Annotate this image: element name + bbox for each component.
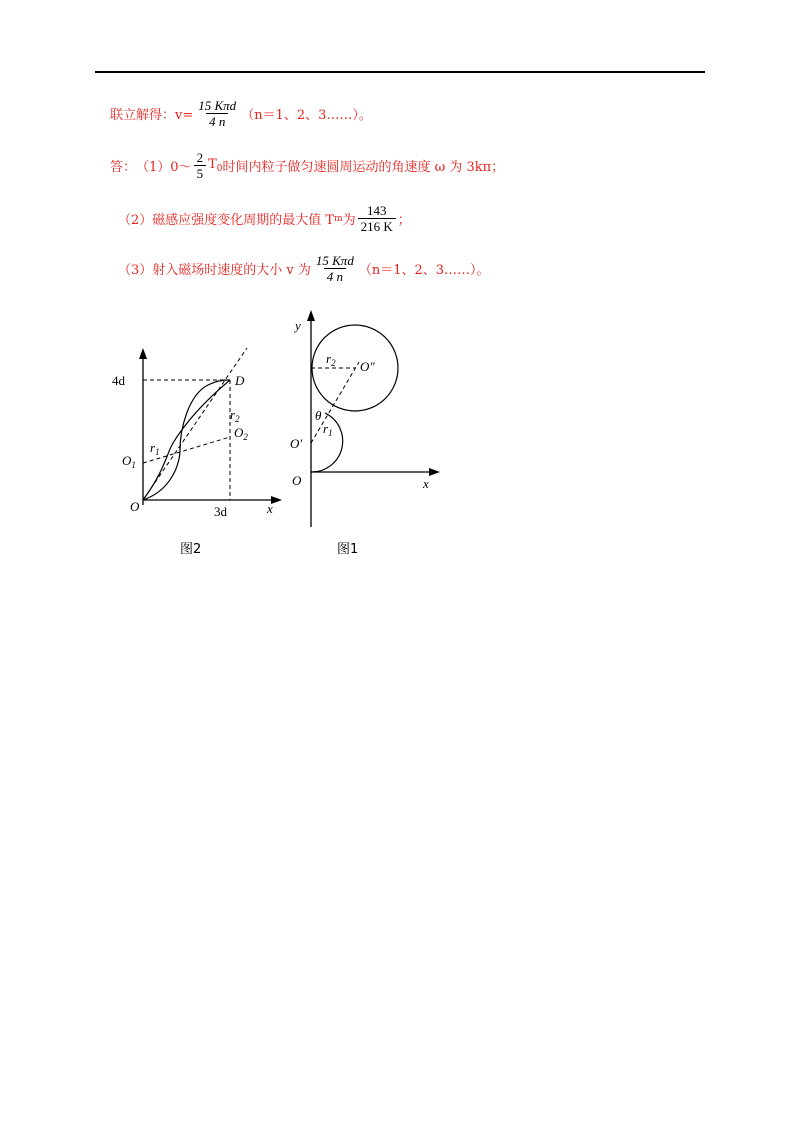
part2-mid: 为: [342, 213, 356, 228]
figure-2-caption: 图2: [180, 542, 202, 557]
answer-part2: [118, 203, 411, 234]
fig1-center-double-prime: O″: [360, 359, 375, 374]
fig2-point-D: D: [235, 373, 245, 388]
fig2-radius-1: $r_1$: [150, 440, 160, 457]
figure-1-caption: 图1: [337, 542, 359, 557]
fig1-radius-2: $r_2$: [326, 351, 336, 368]
fig1-y-arrow: [307, 310, 315, 321]
fig1-y-label: y: [295, 318, 301, 333]
part2-prefix: （2）磁感应强度变化周期的最大值 T: [118, 213, 335, 228]
part2-fraction: [358, 203, 396, 234]
fig2-y-arrow: [139, 348, 147, 359]
fig1-center-line: [311, 362, 359, 443]
solution-suffix: （n＝1、2、3……）。: [241, 108, 372, 123]
figure-1-diagram: [285, 305, 445, 530]
part1-fraction: [194, 150, 207, 181]
fig2-origin-label: O: [130, 499, 140, 514]
part1-T: $T_0$: [208, 157, 223, 174]
part2-denominator: 216 K: [358, 218, 396, 234]
part3-denominator: 4 n: [324, 268, 346, 284]
figure-2: [110, 345, 290, 525]
velocity-denominator: 4 n: [206, 113, 228, 129]
figure-2-diagram: [110, 345, 290, 525]
figure-1: [285, 305, 445, 530]
fig2-radius-2: $r_2$: [230, 407, 240, 424]
fig2-diagonal: [143, 348, 247, 500]
fig1-x-arrow: [429, 468, 440, 476]
fig2-center-1: $O_1$: [122, 453, 136, 470]
part2-T-sub: m: [334, 213, 343, 224]
answer-label: 答：: [110, 160, 137, 175]
part1-numerator: 2: [196, 150, 204, 165]
answer-part1: [110, 150, 504, 181]
fig2-path-inner: [143, 380, 230, 500]
part3-suffix: （n＝1、2、3……）。: [358, 263, 490, 278]
part1-denominator: 5: [194, 165, 207, 181]
header-rule: [95, 71, 705, 73]
part3-prefix: （3）射入磁场时速度的大小 v 为: [118, 263, 311, 278]
fig2-center-2: $O_2$: [234, 425, 248, 442]
velocity-fraction: [195, 98, 239, 129]
part2-numerator: 143: [366, 203, 387, 218]
fig2-x-label: x: [267, 501, 273, 516]
fig2-path-outer: [143, 380, 230, 500]
fig1-center-prime: O′: [290, 436, 303, 451]
fig2-y-tick: 4d: [112, 373, 125, 388]
part1-suffix: 时间内粒子做匀速圆周运动的角速度 ω 为 3kπ；: [222, 160, 505, 175]
part2-suffix: ；: [397, 213, 411, 228]
answer-part3: [118, 253, 490, 284]
part3-numerator: 15 Kπd: [315, 253, 354, 268]
fig1-radius-1: $r_1$: [323, 421, 333, 438]
part1-prefix: （1）0～: [136, 160, 192, 175]
fig1-origin-label: O: [292, 473, 302, 488]
fig1-x-label: x: [423, 476, 429, 491]
fig2-x-tick: 3d: [214, 504, 227, 519]
solution-prefix: 联立解得：v=: [110, 108, 194, 123]
fig1-angle: θ: [315, 408, 322, 423]
velocity-numerator: 15 Kπd: [198, 98, 237, 113]
solution-line: [110, 98, 372, 129]
part3-fraction: [313, 253, 357, 284]
